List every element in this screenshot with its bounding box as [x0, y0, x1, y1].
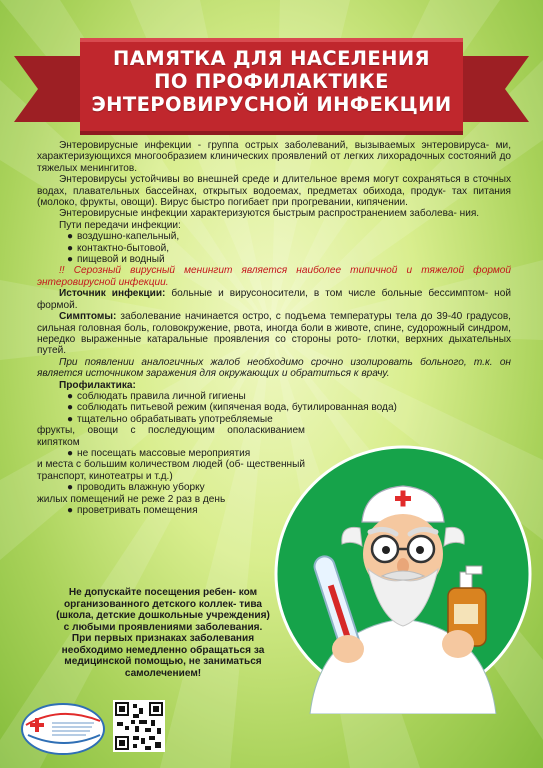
qr-code[interactable]	[113, 700, 165, 752]
list-item: ● проветривать помещения	[67, 505, 198, 516]
list-item: ● контактно-бытовой,	[67, 242, 170, 254]
title-line-2: ПО ПРОФИЛАКТИКЕ	[154, 70, 389, 93]
list-item: ● соблюдать питьевой режим (кипяченая вода, бутилированная вода)	[67, 402, 397, 414]
list-item: ● тщательно обрабатывать употребляемые	[67, 413, 273, 425]
health-center-logo	[20, 699, 106, 757]
intro-paragraph-3: Энтеровирусные инфекции характеризуются быстрым распространением заболева- ния.	[59, 208, 480, 220]
meningitis-warning: !! Серозный вирусный менингит является наиболее типичной и тяжелой формой энтеровирусной инфекции.	[37, 265, 511, 288]
list-item: ● проводить влажную уборку	[67, 482, 205, 494]
transmission-heading: Пути передачи инфекции:	[59, 219, 181, 231]
bullet-icon: ●	[67, 482, 74, 494]
symptoms: Симптомы: заболевание начинается остро, с подъема температуры тела до 39-40 градусов, сильная головная боль, головокружение, рвота, иногда боли в животе, спине, судорожный синдром, нередко выраженные катаральные проявления со стороны рото- глотки, верхних дыхательных путей.	[37, 311, 511, 357]
prevention-heading: Профилактика:	[59, 379, 136, 391]
intro-paragraph-1: Энтеровирусные инфекции - группа острых заболеваний, вызываемых энтеровируса- ми, характеризующихся многообразием клинических проявлений от легких лихорадочных состояний до тяжелых менингитов.	[37, 140, 511, 174]
list-item-continued: и места с большим количеством людей (об- щественный транспорт, кинотеатры и т.д.)	[37, 459, 305, 482]
final-warning: Не допускайте посещения ребен- ком организованного детского коллек- тива (школа, детские дошкольные учреждения) с любыми проявлениями заболевания. При первых признаках заболевания необходимо немедленно обращаться за медицинской помощью, не заниматься самолечением!	[56, 587, 270, 679]
list-item: ● пищевой и водный	[67, 254, 165, 266]
doctor-illustration	[270, 444, 536, 714]
isolation-note: При появлении аналогичных жалоб необходимо срочно изолировать больного, т.к. он является источником заражения для окружающих и обратиться к врачу.	[37, 356, 511, 380]
page-title	[90, 47, 453, 116]
list-item-continued: фрукты, овощи с последующим ополаскиванием кипятком	[37, 425, 305, 448]
list-item-continued: жилых помещений не реже 2 раз в день	[37, 493, 226, 505]
list-item: ● не посещать массовые мероприятия	[67, 447, 251, 459]
bullet-icon: ●	[67, 242, 74, 254]
title-line-3: ЭНТЕРОВИРУСНОЙ ИНФЕКЦИИ	[91, 93, 452, 116]
bullet-icon: ●	[67, 254, 74, 266]
bullet-icon: ●	[67, 447, 74, 459]
bullet-icon: ●	[67, 402, 74, 414]
list-item: ● соблюдать правила личной гигиены	[67, 390, 246, 402]
intro-paragraph-2: Энтеровирусы устойчивы во внешней среде и длительное время могут сохраняться в сточных водах, плавательных бассейнах, открытых водоемах, предметах обихода, продук- тах питания (молоко, фрукты, овощи). Вирус быстро погибает при прогревании, кипячении.	[37, 174, 511, 209]
bullet-icon: ●	[67, 390, 74, 402]
list-item: ● воздушно-капельный,	[67, 231, 180, 243]
bullet-icon: ●	[67, 505, 74, 516]
bullet-icon: ●	[67, 413, 74, 425]
title-line-1: ПАМЯТКА ДЛЯ НАСЕЛЕНИЯ	[113, 47, 430, 70]
bullet-icon: ●	[67, 231, 74, 243]
infection-source: Источник инфекции: больные и вирусоносители, в том числе больные бессимптом- ной формой.	[37, 288, 511, 311]
